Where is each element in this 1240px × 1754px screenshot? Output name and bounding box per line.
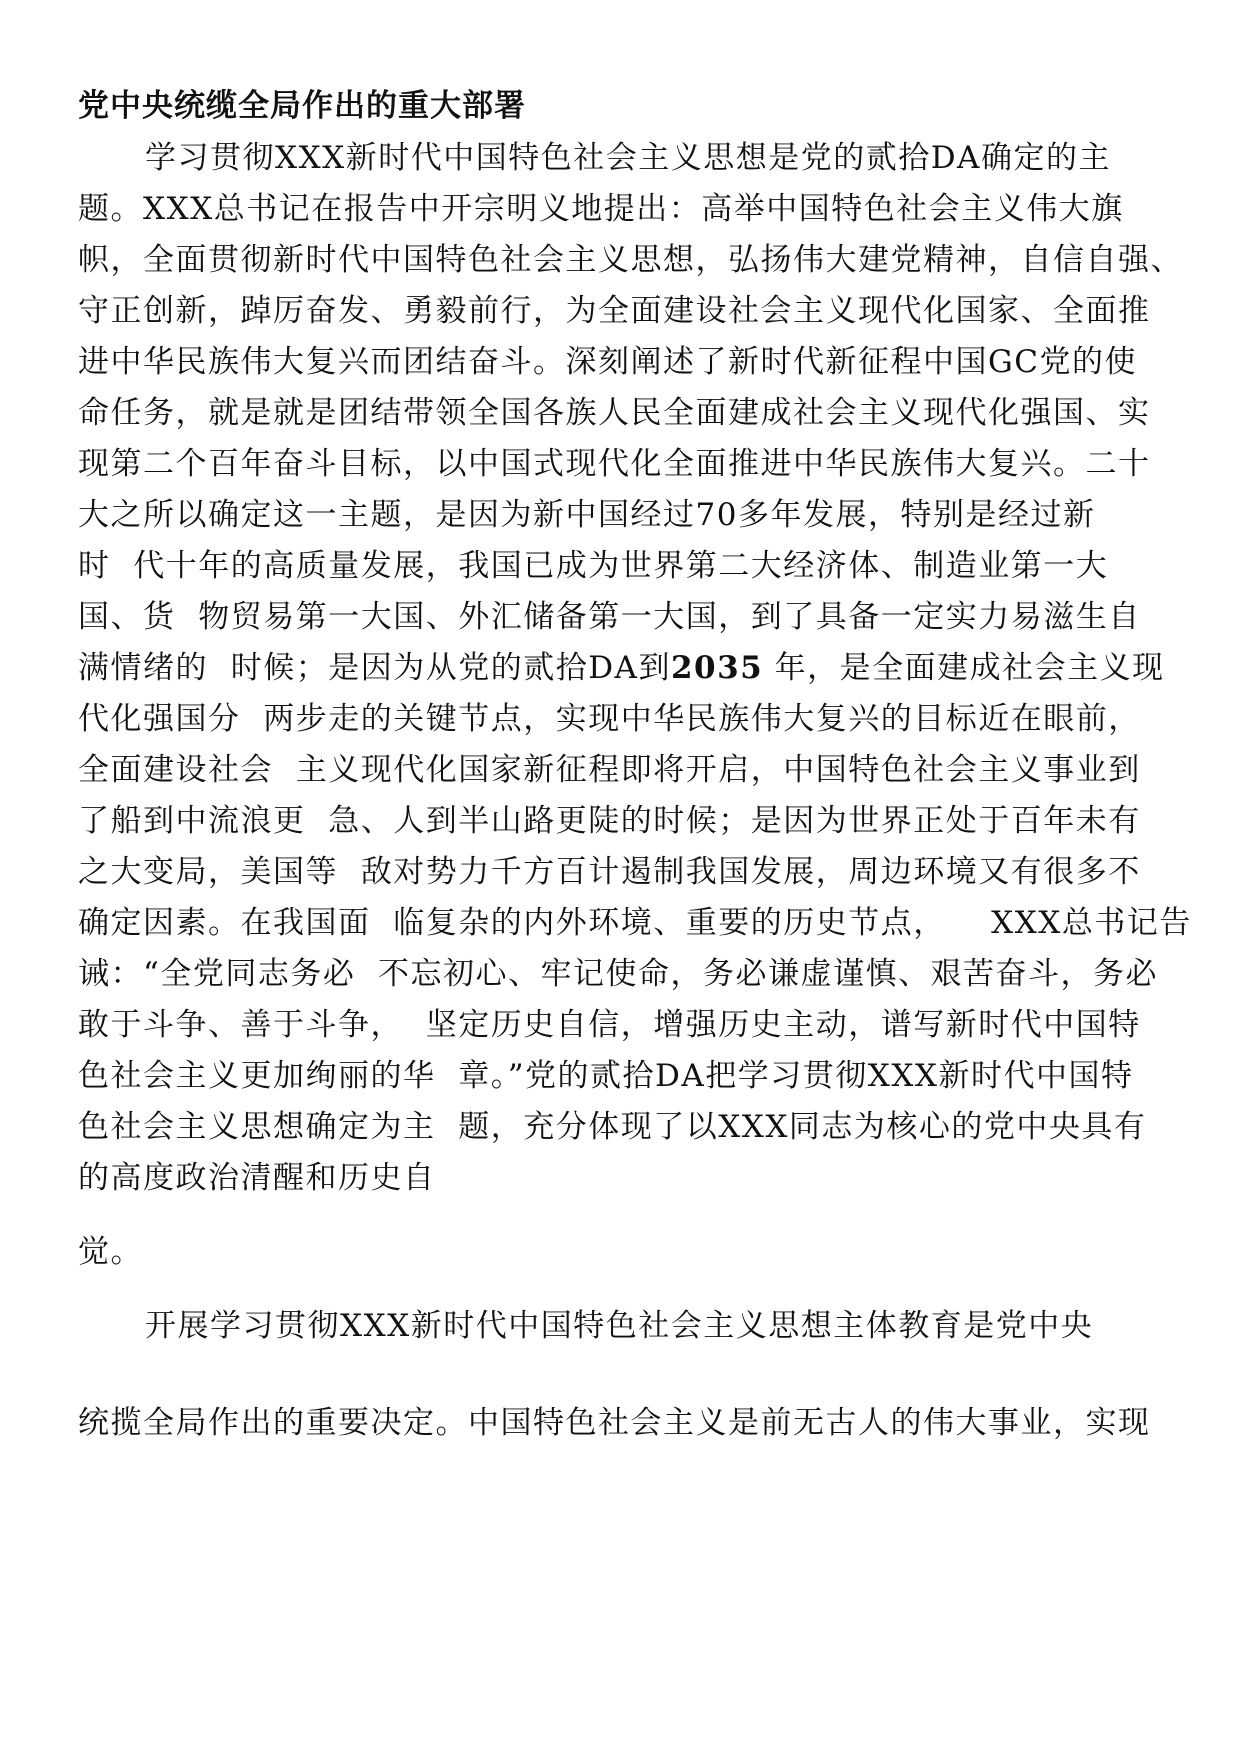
paragraph-line: 守正创新，踔厉奋发、勇毅前行，为全面建设社会主义现代化国家、全面推 (78, 293, 1151, 329)
paragraph-line: 的高度政治清醒和历史自 (78, 1160, 436, 1196)
paragraph-line: 敢于斗争、善于斗争， 坚定历史自信，增强历史主动，谱写新时代中国特 (78, 1007, 1141, 1043)
paragraph-line: 现第二个百年奋斗目标，以中国式现代化全面推进中华民族伟大复兴。二十 (78, 446, 1151, 482)
paragraph-line: 时 代十年的高质量发展，我国已成为世界第二大经济体、制造业第一大 (78, 548, 1109, 584)
paragraph-line: 之大变局，美国等 敌对势力千方百计遏制我国发展，周边环境又有很多不 (78, 854, 1141, 890)
paragraph-line: 开展学习贯彻XXX新时代中国特色社会主义思想主体教育是党中央 (145, 1308, 1094, 1344)
paragraph-line: 全面建设社会 主义现代化国家新征程即将开启，中国特色社会主义事业到 (78, 752, 1141, 788)
paragraph-line: 诫：“全党同志务必 不忘初心、牢记使命，务必谦虚谨慎、艰苦奋斗，务必 (78, 956, 1159, 992)
paragraph-line: 题。XXX总书记在报告中开宗明义地提出：高举中国特色社会主义伟大旗 (78, 191, 1124, 227)
paragraph-line-with-year (78, 648, 1165, 688)
section-heading: 党中央统缆全局作出的重大部署 (78, 88, 526, 124)
paragraph-line: 色社会主义更加绚丽的华 章。”党的贰拾DA把学习贯彻XXX新时代中国特 (78, 1058, 1134, 1094)
line-text: 满情绪的 时候；是因为从党的贰拾DA到 (78, 650, 671, 686)
year-number: 2035 (670, 650, 764, 686)
paragraph-line: 国、货 物贸易第一大国、外汇储备第一大国，到了具备一定实力易滋生自 (78, 599, 1141, 635)
paragraph-line: 进中华民族伟大复兴而团结奋斗。深刻阐述了新时代新征程中国GC党的使 (78, 344, 1137, 380)
paragraph-line: 统揽全局作出的重要决定。中国特色社会主义是前无古人的伟大事业，实现 (78, 1405, 1151, 1441)
paragraph-line: 学习贯彻XXX新时代中国特色社会主义思想是党的贰拾DA确定的主 (145, 140, 1111, 176)
paragraph-line: 确定因素。在我国面 临复杂的内外环境、重要的历史节点， XXX总书记告 (78, 905, 1192, 941)
paragraph-line: 帜，全面贯彻新时代中国特色社会主义思想，弘扬伟大建党精神，自信自强、 (78, 242, 1183, 278)
orphan-line: 觉。 (78, 1234, 143, 1270)
paragraph-line: 大之所以确定这一主题，是因为新中国经过70多年发展，特别是经过新 (78, 497, 1096, 533)
paragraph-line: 命任务，就是就是团结带领全国各族人民全面建成社会主义现代化强国、实 (78, 395, 1151, 431)
line-text: 年，是全面建成社会主义现 (763, 650, 1165, 686)
paragraph-line: 色社会主义思想确定为主 题，充分体现了以XXX同志为核心的党中央具有 (78, 1109, 1147, 1145)
paragraph-line: 了船到中流浪更 急、人到半山路更陡的时候；是因为世界正处于百年未有 (78, 803, 1141, 839)
paragraph-line: 代化强国分 两步走的关键节点，实现中华民族伟大复兴的目标近在眼前， (78, 701, 1141, 737)
